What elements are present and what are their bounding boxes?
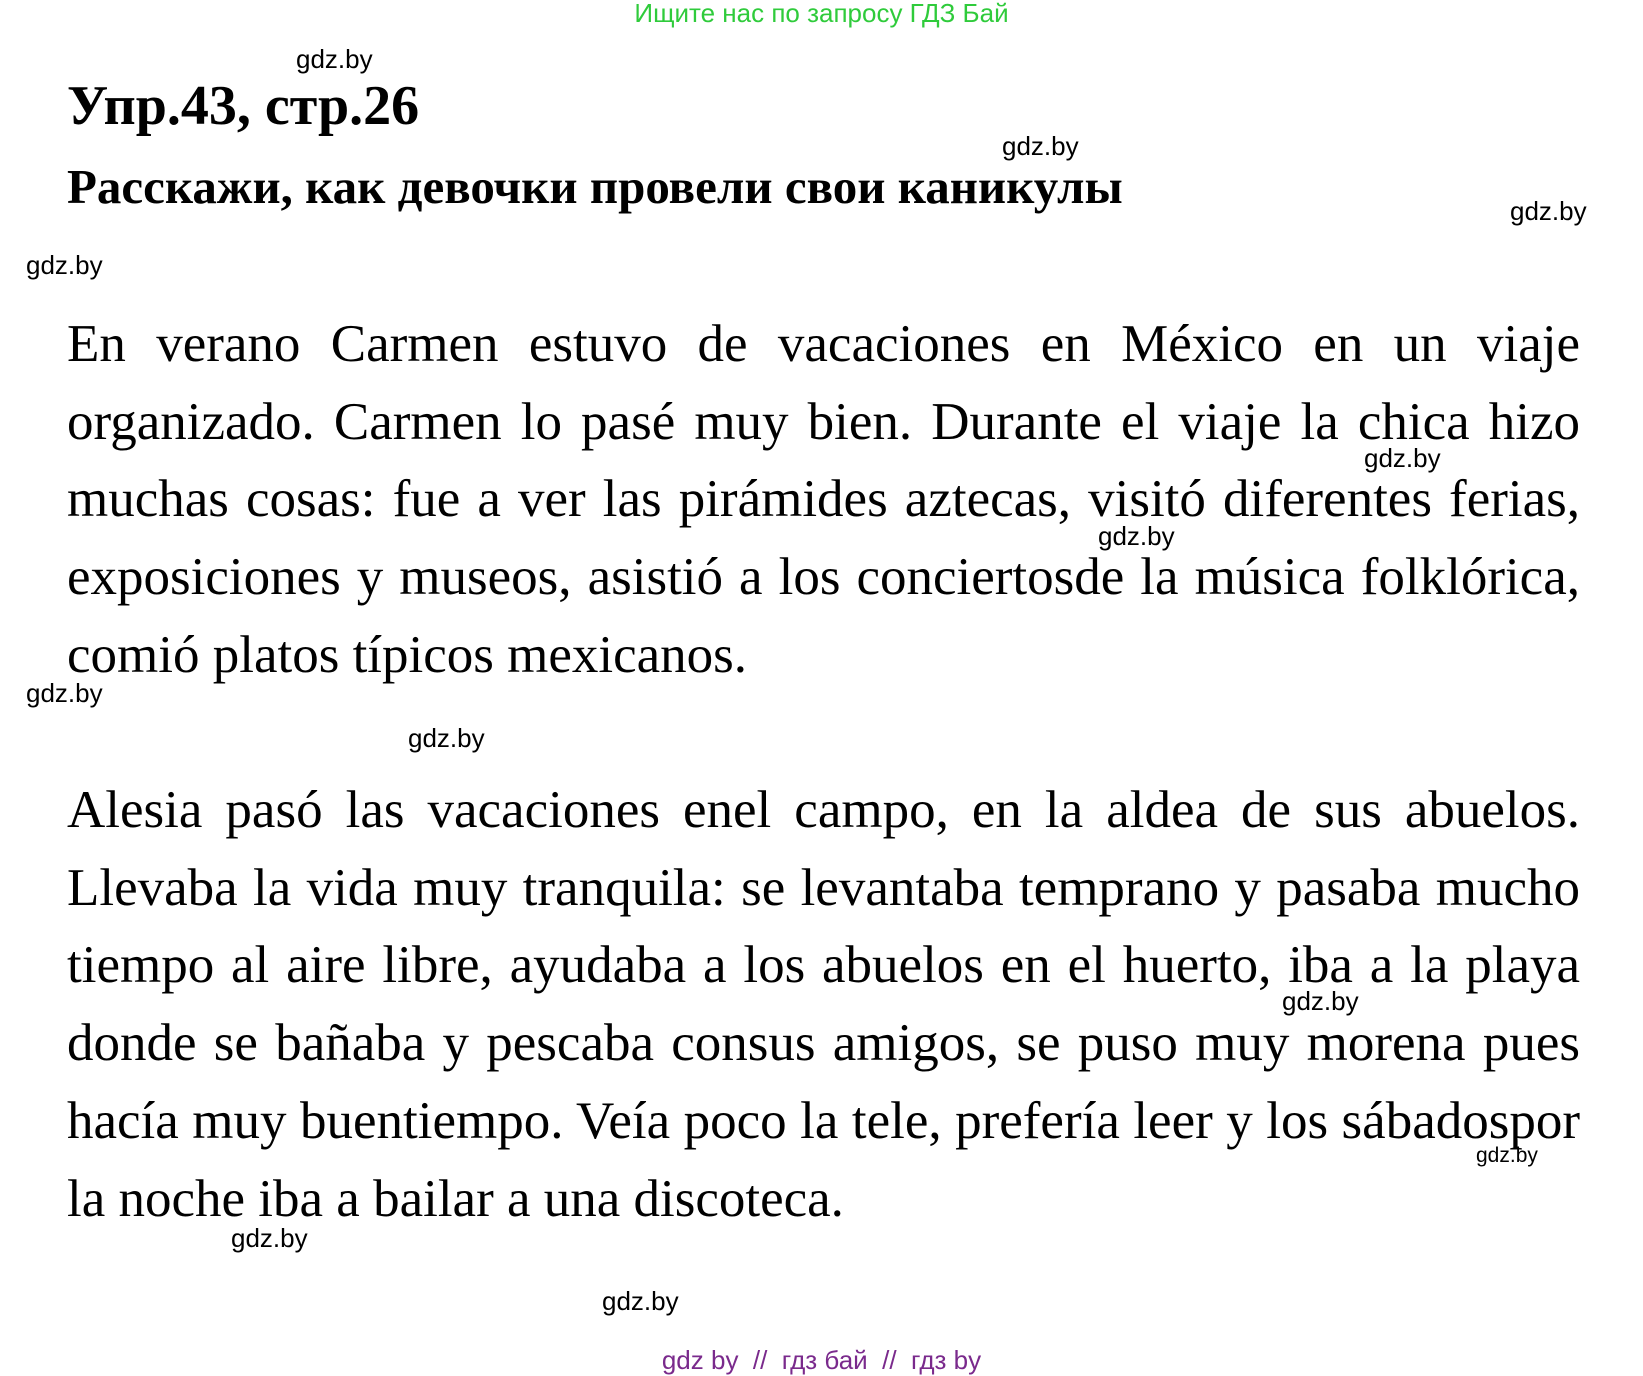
watermark: gdz.by: [1282, 986, 1359, 1016]
top-banner[interactable]: Ищите нас по запросу ГДЗ Бай: [634, 0, 1009, 28]
watermark: gdz.by: [26, 678, 103, 708]
paragraph-carmen: En verano Carmen estuvo de vacaciones en México en un viaje organizado. Carmen lo pasé muy bien. Durante el viaje la chica hizo muchas cosas: fue a ver las pirámides aztecas, visitó diferentes ferias, exposiciones y museos, asistió a los conciertosde la música folklórica, comió platos típicos mexicanos.: [67, 315, 1580, 684]
footer-links[interactable]: gdz by // гдз бай // гдз by: [661, 1345, 982, 1375]
watermark: gdz.by: [602, 1286, 679, 1316]
watermark: gdz.by: [1364, 443, 1441, 473]
watermark: gdz.by: [1002, 131, 1079, 161]
watermark: gdz.by: [26, 250, 103, 280]
watermark: gdz.by: [1476, 1144, 1538, 1167]
exercise-subtitle: Расскажи, как девочки провели свои каникулы: [67, 159, 1123, 214]
exercise-title: Упр.43, стр.26: [67, 75, 420, 137]
watermark: gdz.by: [1098, 521, 1175, 551]
watermark: gdz.by: [231, 1223, 308, 1253]
watermark: gdz.by: [296, 44, 373, 74]
watermark: gdz.by: [408, 723, 485, 753]
paragraph-alesia: Alesia pasó las vacaciones enel campo, en la aldea de sus abuelos. Llevaba la vida muy tranquila: se levantaba temprano y pasaba mucho tiempo al aire libre, ayudaba a los abuelos en el huerto, iba a la playa donde se bañaba y pescaba consus amigos, se puso muy morena pues hacía muy buentiempo. Veía poco la tele, prefería leer y los sábadospor la noche iba a bailar a una discoteca.: [67, 781, 1580, 1228]
watermark: gdz.by: [1510, 196, 1587, 226]
